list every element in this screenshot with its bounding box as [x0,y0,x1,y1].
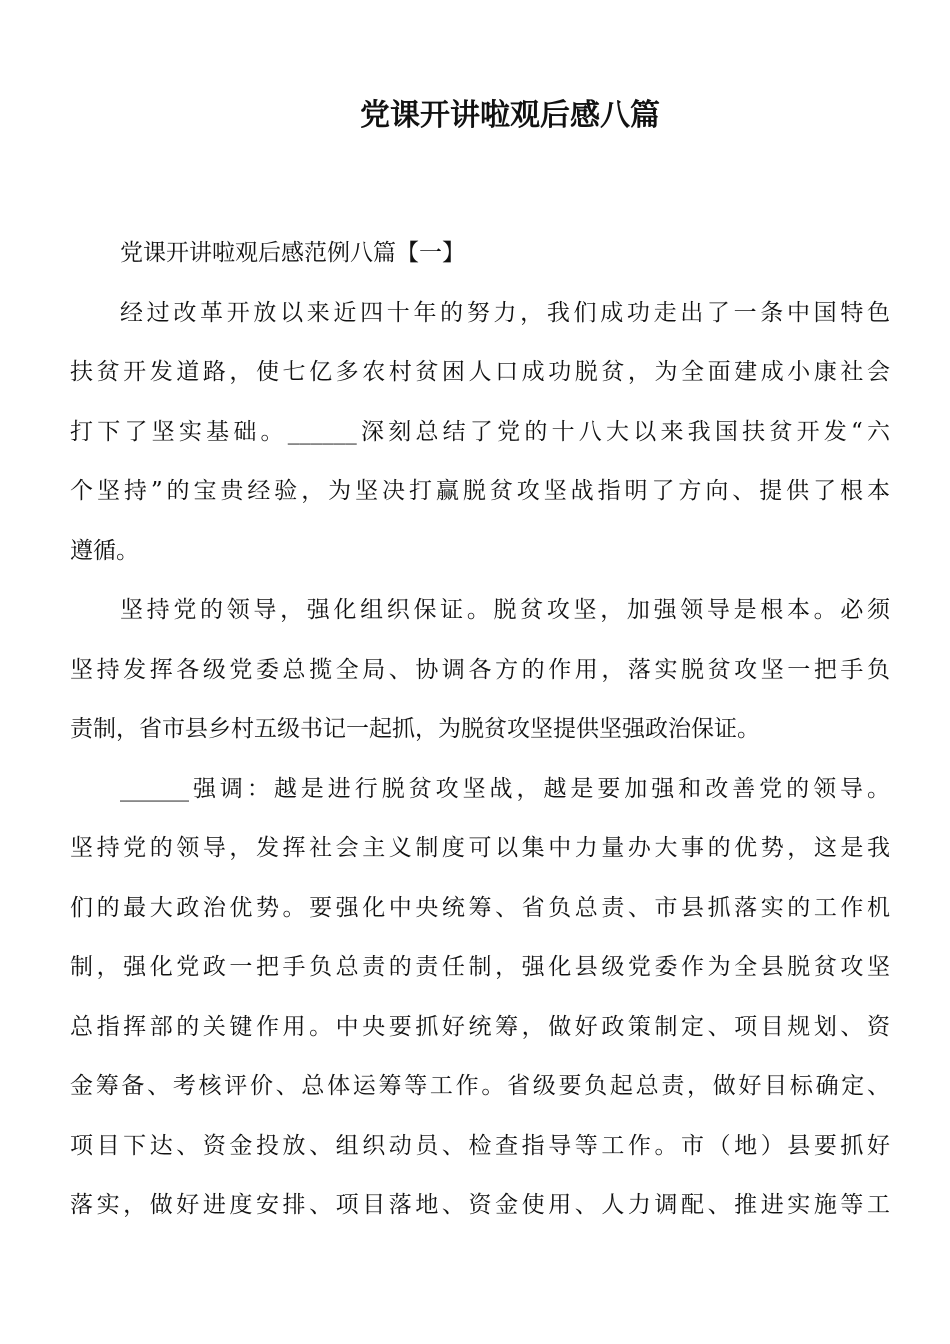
paragraph-4 [70,760,890,1236]
text-line: 经过改革开放以来近四十年的努力，我们成功走出了一条中国特色 [120,299,890,326]
text-line: 遵循。 [70,537,139,564]
text-line: 总指挥部的关键作用。中央要抓好统筹，做好政策制定、项目规划、资 [70,1013,890,1040]
text-line: 坚持党的领导，强化组织保证。脱贫攻坚，加强领导是根本。必须 [120,597,890,623]
text-line: 打下了坚实基础。______深刻总结了党的十八大以来我国扶贫开发“六 [70,418,890,445]
text-line: 坚持党的领导，发挥社会主义制度可以集中力量办大事的优势，这是我 [70,835,890,861]
paragraph-1 [70,224,890,284]
text-line: 个坚持”的宝贵经验，为坚决打赢脱贫攻坚战指明了方向、提供了根本 [70,478,890,504]
text-line: 落实，做好进度安排、项目落地、资金使用、人力调配、推进实施等工 [70,1192,890,1218]
paragraph-3 [70,581,890,760]
section-heading: 党课开讲啦观后感范例八篇【一】 [120,240,465,266]
text-line: 扶贫开发道路，使七亿多农村贫困人口成功脱贫，为全面建成小康社会 [70,359,890,385]
text-line: 责制，省市县乡村五级书记一起抓，为脱贫攻坚提供坚强政治保证。 [70,716,760,742]
paragraph-2 [70,284,890,582]
text-line: 们的最大政治优势。要强化中央统筹、省负总责、市县抓落实的工作机 [70,894,890,921]
text-line: ______强调：越是进行脱贫攻坚战，越是要加强和改善党的领导。 [120,775,890,802]
text-line: 金筹备、考核评价、总体运筹等工作。省级要负起总责，做好目标确定、 [70,1073,890,1099]
document-title: 党课开讲啦观后感八篇 [360,98,660,133]
text-line: 坚持发挥各级党委总揽全局、协调各方的作用，落实脱贫攻坚一把手负 [70,656,890,683]
document-body [70,224,890,1236]
text-line: 制，强化党政一把手负总责的责任制，强化县级党委作为全县脱贫攻坚 [70,954,890,980]
text-line: 项目下达、资金投放、组织动员、检查指导等工作。市（地）县要抓好 [70,1132,890,1159]
